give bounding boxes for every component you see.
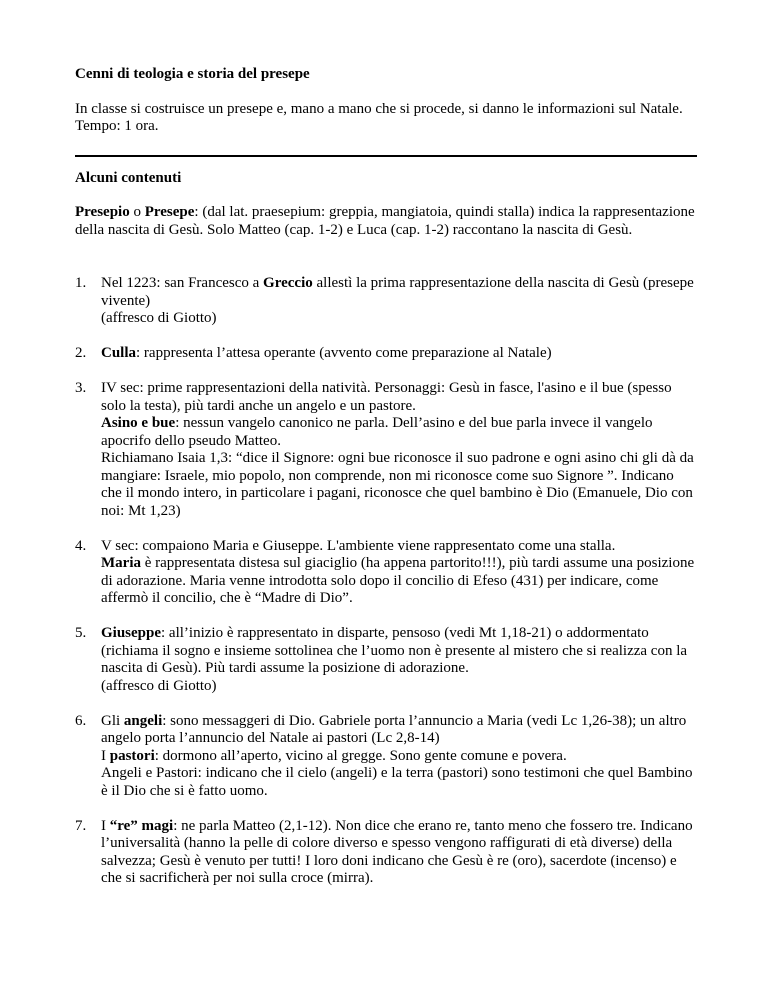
list-number: 5.: [75, 625, 87, 641]
item-text: allestì la prima rappresentazione della nascita di Gesù (presepe vivente): [101, 275, 694, 309]
item-text: V sec: compaiono Maria e Giuseppe. L'ambiente viene rappresentato come una stalla.: [101, 537, 616, 554]
item-note: (affresco di Giotto): [101, 310, 217, 326]
item-text: : sono messaggeri di Dio. Gabriele porta l’annuncio a Maria (vedi Lc 1,26-38); un altro angelo porta l’annuncio del Natale ai pastori (Lc 2,8-14): [101, 712, 687, 746]
list-number: 2.: [75, 345, 87, 361]
item-text: I: [101, 747, 110, 764]
list-item: [75, 380, 695, 520]
item-bold: Giuseppe: [101, 625, 162, 641]
item-bold: Culla: [101, 345, 137, 361]
item-text: : ne parla Matteo (2,1-12). Non dice che erano re, tanto meno che fossero tre. Indicano l’universalità (hanno la pelle di colore diverso e spesso vengono raffigurati di età diverse) della salvezza; Gesù è venuto per tutti! I loro doni indicano che Gesù è re (oro), sacerdote (incenso) e che si sacrificherà per noi sulla croce (mirra).: [101, 817, 693, 886]
item-bold: Greccio: [263, 275, 313, 291]
item-bold: Maria: [101, 555, 141, 571]
list-item: [75, 275, 695, 328]
definition-paragraph: [75, 204, 695, 239]
list-number: 4.: [75, 537, 87, 554]
item-text: : dormono all’aperto, vicino al gregge. Sono gente comune e povera.: [154, 747, 567, 764]
list-item: [75, 625, 695, 695]
term-connector: o: [129, 204, 145, 220]
content-list: [75, 275, 695, 888]
item-text: è rappresentata distesa sul giaciglio (ha appena partorito!!!), più tardi assume una posizione di adorazione. Maria venne introdotta solo dopo il concilio di Efeso (431) per indicare, come affermò il concilio, che è “Madre di Dio”.: [101, 555, 695, 606]
item-text: Nel 1223: san Francesco a: [101, 275, 264, 291]
item-bold: pastori: [109, 747, 155, 764]
list-item: [75, 345, 695, 363]
item-text: Angeli e Pastori: indicano che il cielo (angeli) e la terra (pastori) sono testimoni che quel Bambino è il Dio che si è fatto uomo.: [101, 765, 693, 799]
item-text: Gli: [101, 712, 124, 729]
list-number: 7.: [75, 817, 87, 834]
item-bold: “re” magi: [109, 817, 174, 834]
item-text: I: [101, 817, 110, 834]
definition-text: : (dal lat. praesepium: greppia, mangiatoia, quindi stalla) indica la rappresentazione della nascita di Gesù. Solo Matteo (cap. 1-2) e Luca (cap. 1-2) raccontano la nascita di Gesù.: [75, 204, 695, 238]
horizontal-divider: [75, 155, 697, 157]
term-presepe: Presepe: [144, 204, 195, 220]
list-number: 6.: [75, 712, 87, 729]
list-number: 1.: [75, 275, 87, 291]
item-bold: Asino e bue: [101, 415, 176, 431]
item-text: Richiamano Isaia 1,3: “dice il Signore: ogni bue riconosce il suo padrone e ogni asino chi gli dà da mangiare: Israele, mio popolo, non comprende, non mi riconosce come suo Signore ”. Indicano che il mondo intero, in particolare i pagani, riconosce che quel bambino è Dio (Emanuele, Dio con noi: Mt 1,23): [101, 450, 694, 519]
item-note: (affresco di Giotto): [101, 677, 217, 694]
document-page: [75, 66, 695, 905]
item-text: IV sec: prime rappresentazioni della natività. Personaggi: Gesù in fasce, l'asino e il bue (spesso solo la testa), più tardi anche un angelo e un pastore.: [101, 380, 672, 414]
item-bold: angeli: [123, 712, 163, 729]
section-title: Alcuni contenuti: [75, 169, 182, 186]
list-item: [75, 818, 695, 888]
item-text: : nessun vangelo canonico ne parla. Dell’asino e del bue parla invece il vangelo apocrifo dello pseudo Matteo.: [101, 415, 653, 449]
document-title: Cenni di teologia e storia del presepe: [75, 66, 310, 82]
intro-paragraph: In classe si costruisce un presepe e, mano a mano che si procede, si danno le informazioni sul Natale. Tempo: 1 ora.: [75, 100, 683, 134]
item-text: : all’inizio è rappresentato in disparte, pensoso (vedi Mt 1,18-21) o addormentato (richiama il sogno e insieme sottolinea che l’uomo non è presente al mistero che si realizza con la nascita di Gesù). Più tardi assume la posizione di adorazione.: [101, 625, 688, 676]
list-number: 3.: [75, 380, 87, 396]
term-presepio: Presepio: [75, 204, 130, 220]
list-item: [75, 713, 695, 801]
list-item: [75, 538, 695, 608]
item-text: : rappresenta l’attesa operante (avvento come preparazione al Natale): [136, 345, 552, 361]
